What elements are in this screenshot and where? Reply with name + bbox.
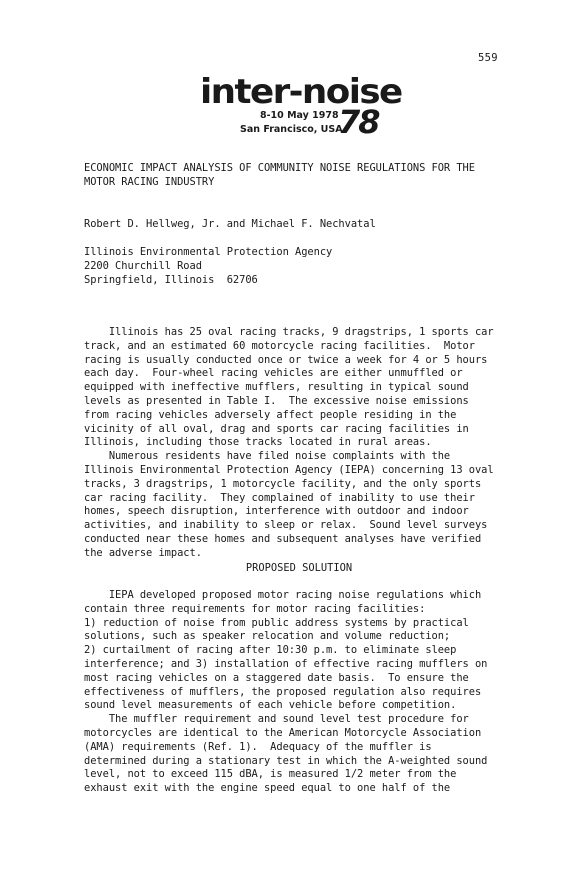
section-heading: PROPOSED SOLUTION: [245, 562, 353, 574]
author-affiliation: Illinois Environmental Protection Agency 2200 Churchill Road Springfield, Illinois 62706: [84, 246, 333, 286]
logo-dates: 8-10 May 1978: [260, 110, 339, 121]
page-number: 559: [478, 52, 498, 64]
paper-title: ECONOMIC IMPACT ANALYSIS OF COMMUNITY NOISE REGULATIONS FOR THE MOTOR RACING INDUSTRY: [84, 162, 475, 188]
body-paragraph-introduction: Illinois has 25 oval racing tracks, 9 dragstrips, 1 sports car track, and an estimated 60 motorcycle racing facilities. Motor racing is usually conducted once or twice a week for 4 or 5 hours each day. Four-wheel racing vehicles are either unmuffled or equipped with ineffective mufflers, resulting in typical sound levels as presented in Table I. The excessive noise emissions from racing vehicles adversely affect people residing in the vicinity of all oval, drag and sports car racing facilities in Illinois, including those tracks located in rural areas. Numerous residents have filed noise complaints with the Illinois Environmental Protection Agency (IEPA) concerning 13 oval tracks, 3 dragstrips, 1 motorcycle facility, and the only sports car racing facility. They complained of inability to use their homes, speech disruption, interference with outdoor and indoor activities, and inability to sleep or relax. Sound level surveys conducted near these homes and subsequent analyses have verified the adverse impact.: [84, 326, 494, 559]
logo-year: 78: [338, 103, 379, 141]
author-line: Robert D. Hellweg, Jr. and Michael F. Nechvatal: [84, 218, 376, 230]
logo-wordmark: inter-noise: [200, 72, 402, 112]
conference-logo: [196, 72, 402, 144]
logo-location: San Francisco, USA: [240, 124, 343, 135]
body-paragraph-proposed-solution: IEPA developed proposed motor racing noise regulations which contain three requirements for motor racing facilities: 1) reduction of noise from public address systems by practical solutions, such as speaker relocation and volume reduction; 2) curtailment of racing after 10:30 p.m. to eliminate sleep interference; and 3) installation of effective racing mufflers on most racing vehicles on a staggered date basis. To ensure the effectiveness of mufflers, the proposed regulation also requires sound level measurements of each vehicle before competition. The muffler requirement and sound level test procedure for motorcycles are identical to the American Motorcycle Association (AMA) requirements (Ref. 1). Adequacy of the muffler is determined during a stationary test in which the A-weighted sound level, not to exceed 115 dBA, is measured 1/2 meter from the exhaust exit with the engine speed equal to one half of the: [84, 589, 488, 795]
